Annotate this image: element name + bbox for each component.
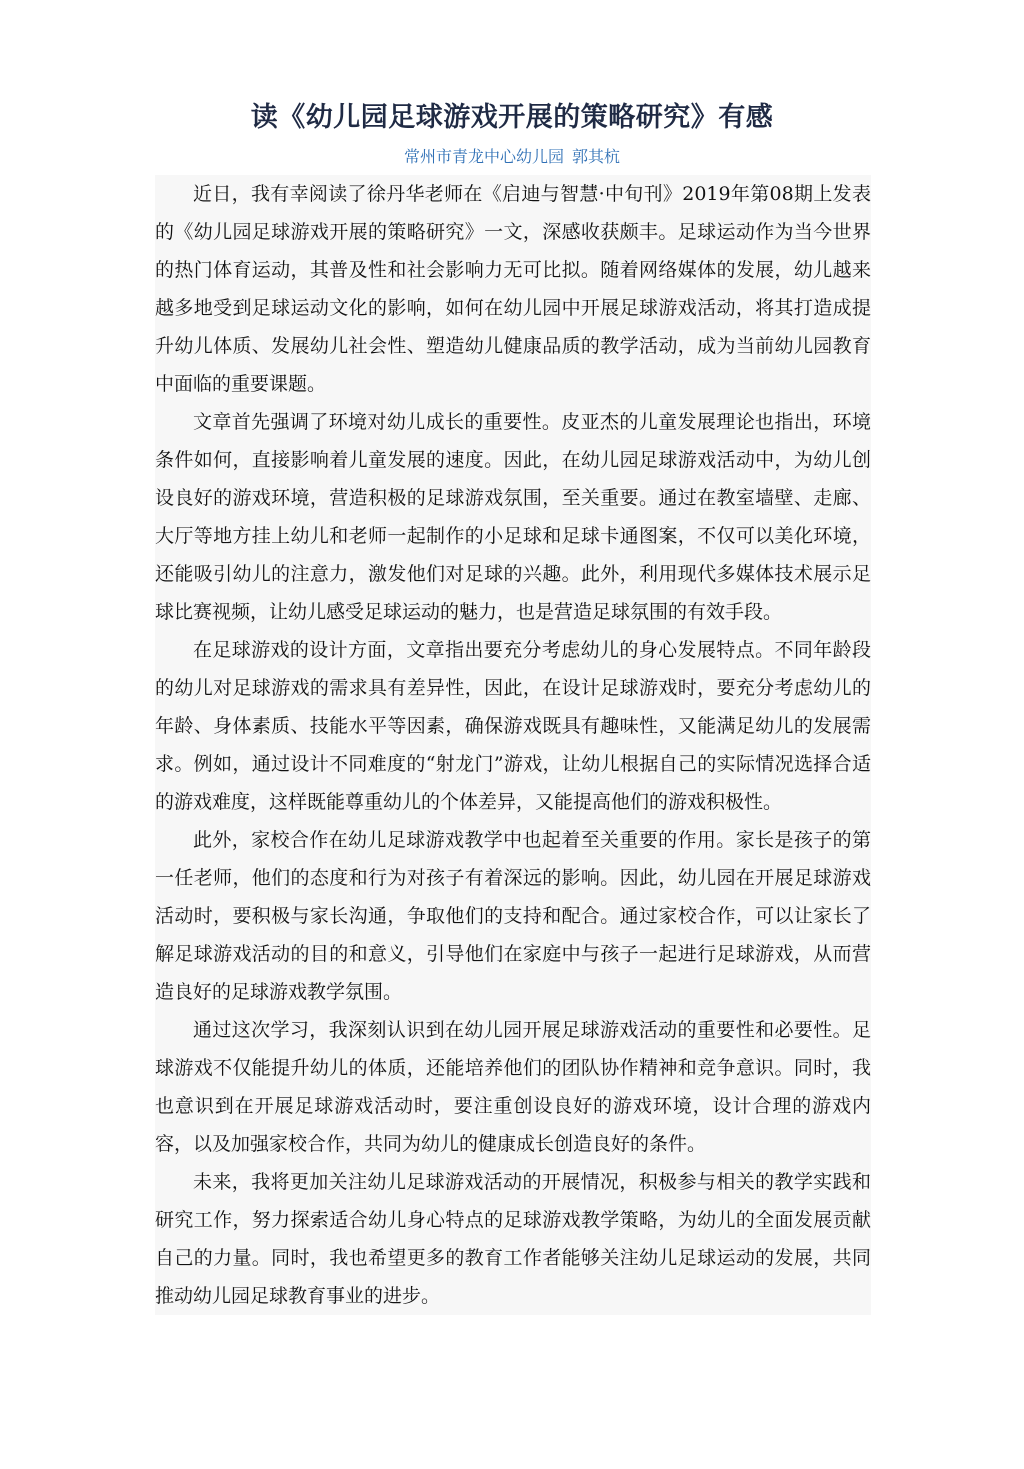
paragraph: 通过这次学习，我深刻认识到在幼儿园开展足球游戏活动的重要性和必要性。足球游戏不仅能提升幼儿的体质，还能培养他们的团队协作精神和竞争意识。同时，我也意识到在开展足球游戏活动时，要注重创设良好的游戏环境，设计合理的游戏内容，以及加强家校合作，共同为幼儿的健康成长创造良好的条件。	[155, 1019, 871, 1155]
paragraph: 此外，家校合作在幼儿足球游戏教学中也起着至关重要的作用。家长是孩子的第一任老师，他们的态度和行为对孩子有着深远的影响。因此，幼儿园在开展足球游戏活动时，要积极与家长沟通，争取他们的支持和配合。通过家校合作，可以让家长了解足球游戏活动的目的和意义，引导他们在家庭中与孩子一起进行足球游戏，从而营造良好的足球游戏教学氛围。	[155, 829, 871, 1003]
paragraph: 文章首先强调了环境对幼儿成长的重要性。皮亚杰的儿童发展理论也指出，环境条件如何，直接影响着儿童发展的速度。因此，在幼儿园足球游戏活动中，为幼儿创设良好的游戏环境，营造积极的足球游戏氛围，至关重要。通过在教室墙壁、走廊、大厅等地方挂上幼儿和老师一起制作的小足球和足球卡通图案，不仅可以美化环境，还能吸引幼儿的注意力，激发他们对足球的兴趣。此外，利用现代多媒体技术展示足球比赛视频，让幼儿感受足球运动的魅力，也是营造足球氛围的有效手段。	[155, 411, 871, 623]
author-organization: 常州市青龙中心幼儿园	[403, 147, 564, 166]
article-body	[155, 175, 871, 1315]
paragraph: 未来，我将更加关注幼儿足球游戏活动的开展情况，积极参与相关的教学实践和研究工作，努力探索适合幼儿身心特点的足球游戏教学策略，为幼儿的全面发展贡献自己的力量。同时，我也希望更多的教育工作者能够关注幼儿足球运动的发展，共同推动幼儿园足球教育事业的进步。	[155, 1171, 871, 1307]
paragraph: 近日，我有幸阅读了徐丹华老师在《启迪与智慧·中旬刊》2019年第08期上发表的《幼儿园足球游戏开展的策略研究》一文，深感收获颇丰。足球运动作为当今世界的热门体育运动，其普及性和社会影响力无可比拟。随着网络媒体的发展，幼儿越来越多地受到足球运动文化的影响，如何在幼儿园中开展足球游戏活动，将其打造成提升幼儿体质、发展幼儿社会性、塑造幼儿健康品质的教学活动，成为当前幼儿园教育中面临的重要课题。	[155, 183, 871, 395]
author-line	[0, 145, 1024, 169]
document-title: 读《幼儿园足球游戏开展的策略研究》有感	[250, 102, 774, 133]
paragraph: 在足球游戏的设计方面，文章指出要充分考虑幼儿的身心发展特点。不同年龄段的幼儿对足球游戏的需求具有差异性，因此，在设计足球游戏时，要充分考虑幼儿的年龄、身体素质、技能水平等因素，确保游戏既具有趣味性，又能满足幼儿的发展需求。例如，通过设计不同难度的“射龙门”游戏，让幼儿根据自己的实际情况选择合适的游戏难度，这样既能尊重幼儿的个体差异，又能提高他们的游戏积极性。	[155, 639, 871, 813]
author-name: 郭其杭	[572, 147, 621, 166]
